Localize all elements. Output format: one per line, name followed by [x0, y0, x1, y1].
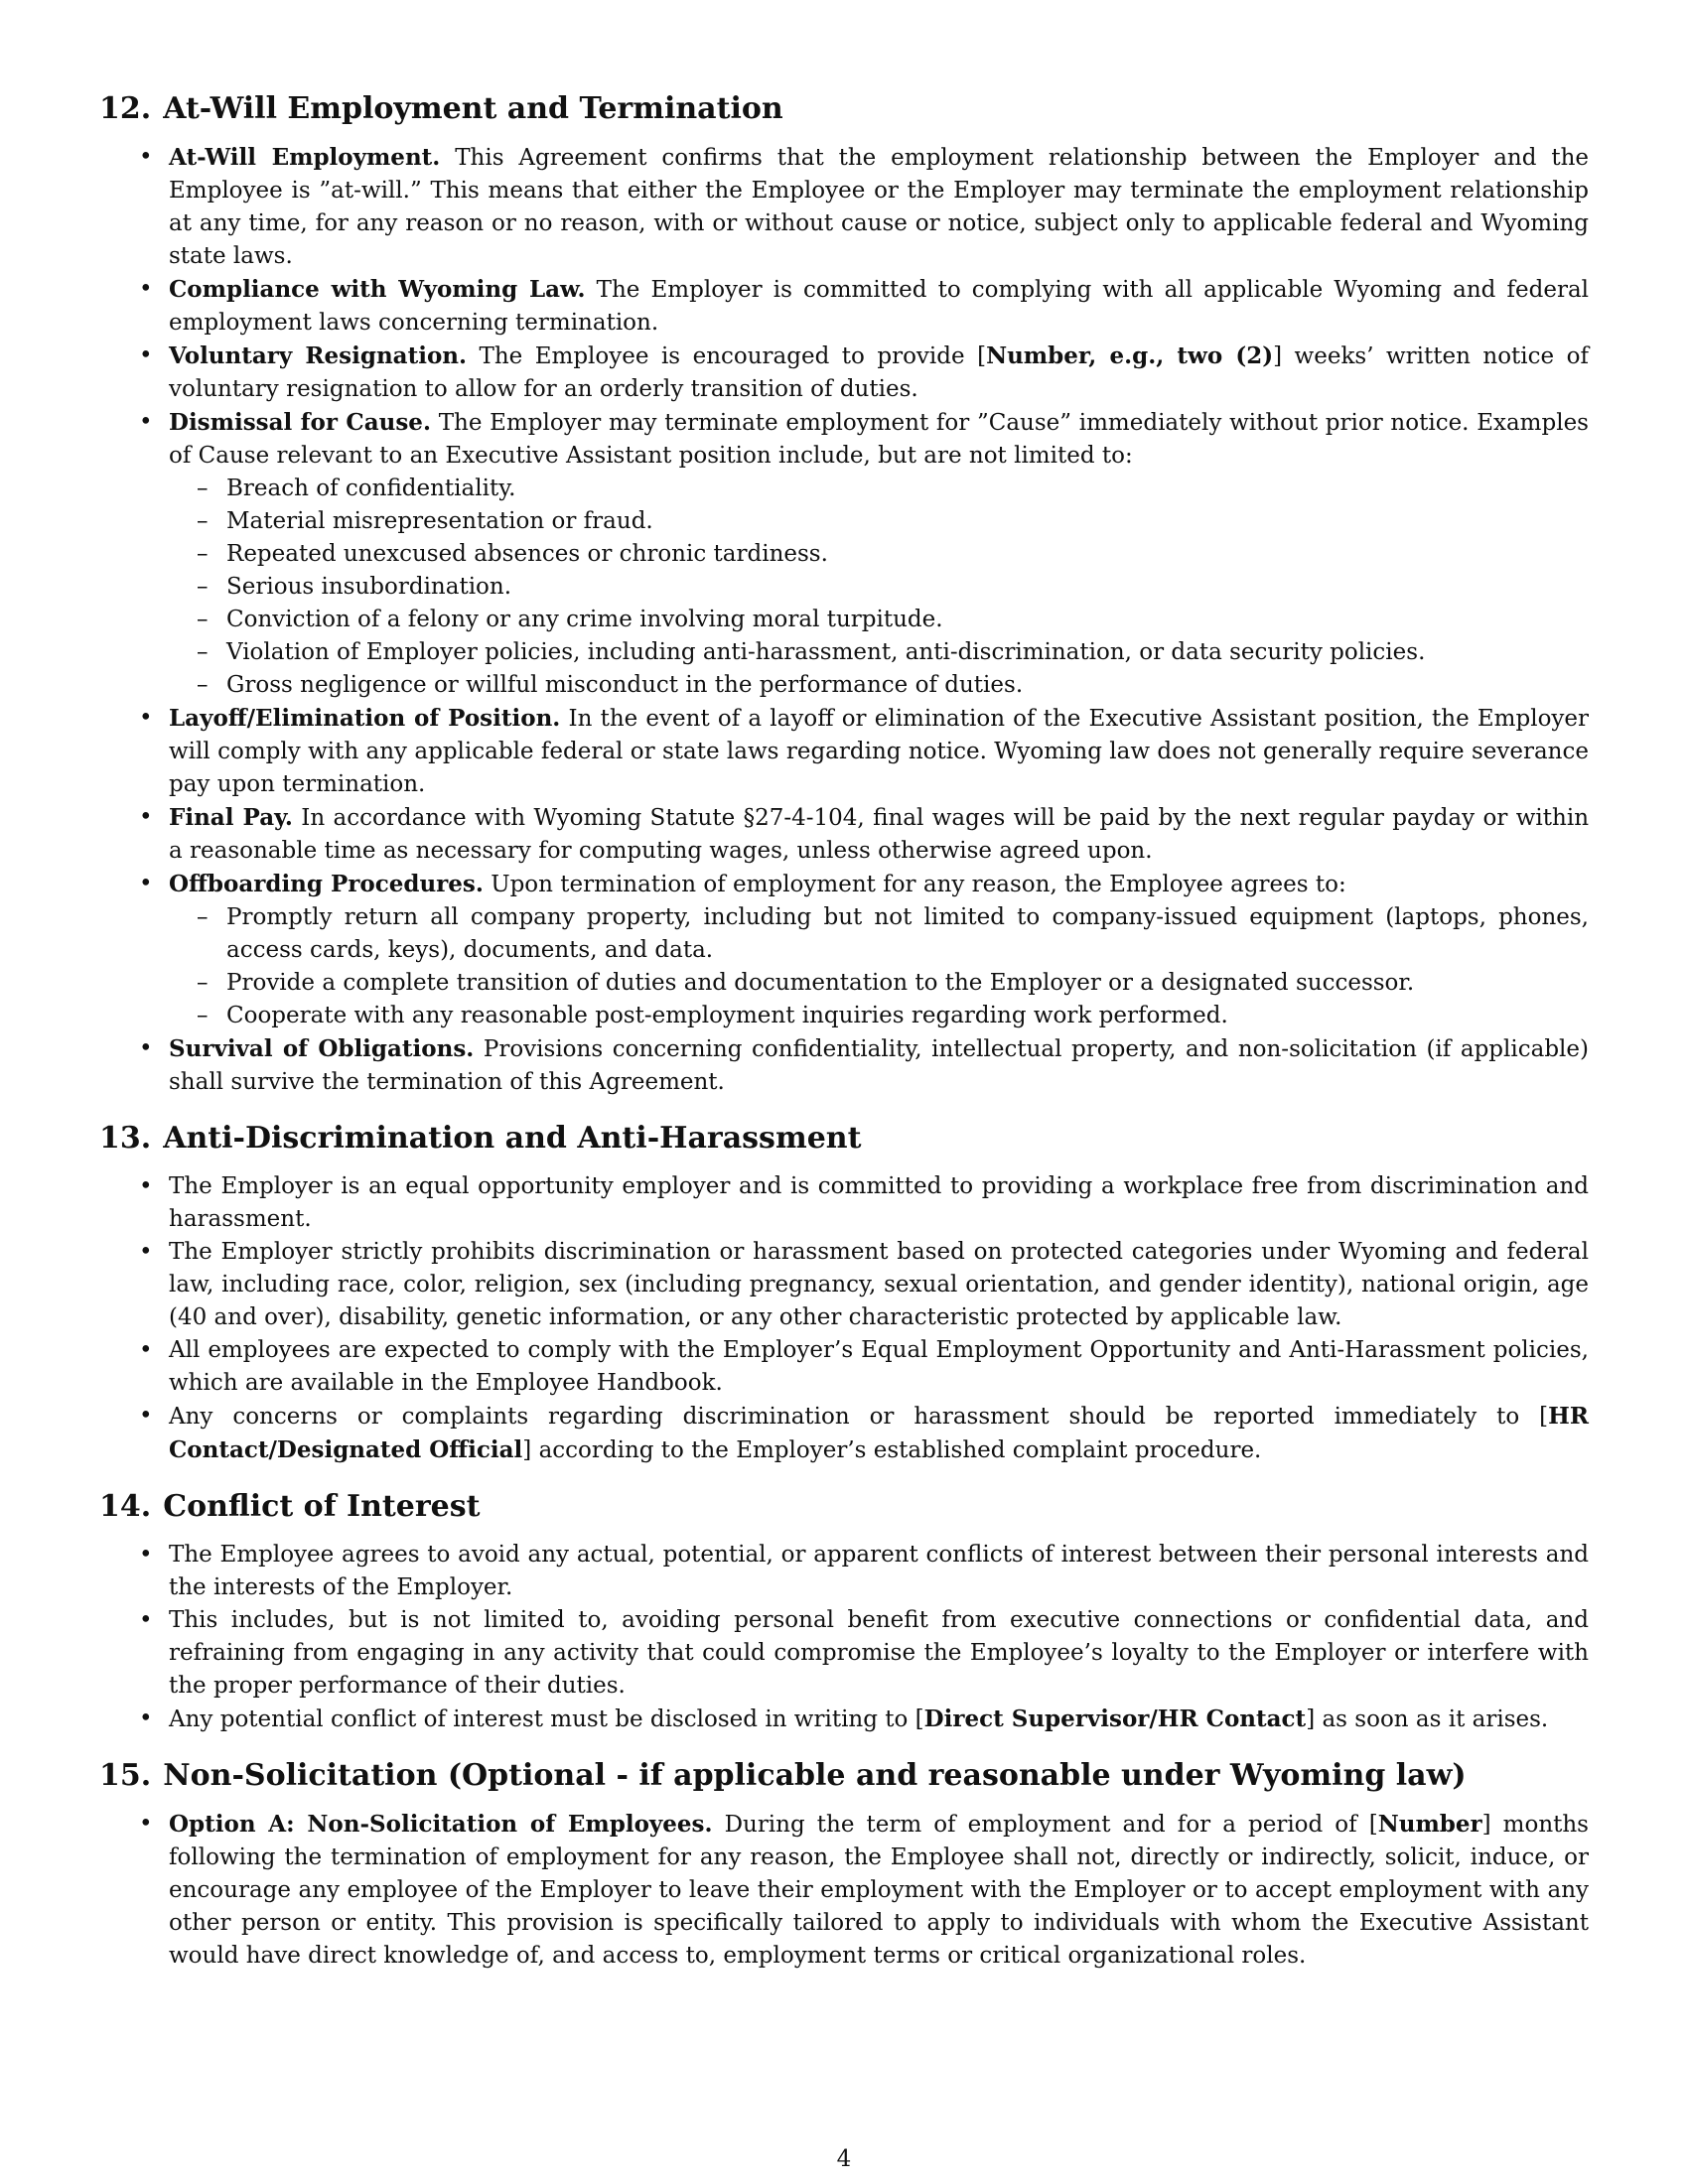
bullet-list	[99, 1170, 1589, 1467]
list-item: • The Employee agrees to avoid any actual, potential, or apparent conflicts of interest between their personal interests and the interests of the Employer.	[99, 1539, 1589, 1604]
bullet-list	[99, 1539, 1589, 1736]
section-heading: 14. Conflict of Interest	[99, 1489, 481, 1524]
section-13	[99, 1121, 1589, 1467]
list-item: • Voluntary Resignation. The Employee is encouraged to provide [Number, e.g., two (2)] weeks’ written notice of voluntary resignation to allow for an orderly transition of duties.	[99, 340, 1589, 406]
list-item: • At-Will Employment. This Agreement confirms that the employment relationship between the Employer and the Employee is ”at-will.” This means that either the Employee or the Employer may terminate the employment relationship at any time, for any reason or no reason, with or without cause or notice, subject only to applicable federal and Wyoming state laws.	[99, 141, 1589, 273]
section-15	[99, 1758, 1589, 1973]
document-page	[99, 91, 1589, 1994]
sub-list-item: – Violation of Employer policies, including anti-harassment, anti-discrimination, or data security policies.	[169, 636, 1589, 669]
list-item: • Survival of Obligations. Provisions concerning confidentiality, intellectual property, and non-solicitation (if applicable) shall survive the termination of this Agreement.	[99, 1032, 1589, 1099]
sub-list-item: – Serious insubordination.	[169, 571, 1589, 604]
sub-list-item: – Breach of confidentiality.	[169, 473, 1589, 505]
page-number: 4	[836, 2146, 852, 2172]
sub-list-item: – Conviction of a felony or any crime involving moral turpitude.	[169, 604, 1589, 636]
sub-list-item: – Provide a complete transition of duties and documentation to the Employer or a designated successor.	[169, 967, 1589, 1000]
section-heading: 12. At-Will Employment and Termination	[99, 91, 783, 126]
list-item: • This includes, but is not limited to, avoiding personal benefit from executive connections or confidential data, and refraining from engaging in any activity that could compromise the Employee’s loyalty to the Employer or interfere with the proper performance of their duties.	[99, 1604, 1589, 1703]
sub-list-item: – Material misrepresentation or fraud.	[169, 505, 1589, 538]
list-item: • Any potential conflict of interest must be disclosed in writing to [Direct Supervisor/HR Contact] as soon as it arises.	[99, 1703, 1589, 1736]
list-item: • Final Pay. In accordance with Wyoming Statute §27-4-104, final wages will be paid by the next regular payday or within a reasonable time as necessary for computing wages, unless otherwise agreed upon.	[99, 801, 1589, 868]
sub-list-item: – Repeated unexcused absences or chronic tardiness.	[169, 538, 1589, 571]
list-item: • Option A: Non-Solicitation of Employees. During the term of employment and for a period of [Number] months following the termination of employment for any reason, the Employee shall not, directly or indirectly, solicit, induce, or encourage any employee of the Employer to leave their employment with the Employer or to accept employment with any other person or entity. This provision is specifically tailored to apply to individuals with whom the Executive Assistant would have direct knowledge of, and access to, employment terms or critical organizational roles.	[99, 1808, 1589, 1973]
bullet-list	[99, 1808, 1589, 1973]
sub-list	[169, 901, 1589, 1032]
list-item: • The Employer is an equal opportunity employer and is committed to providing a workplace free from discrimination and harassment.	[99, 1170, 1589, 1236]
sub-list	[169, 473, 1589, 702]
section-14	[99, 1489, 1589, 1736]
list-item: • Dismissal for Cause. The Employer may terminate employment for ”Cause” immediately without prior notice. Examples of Cause relevant to an Executive Assistant position include, but are not limited to: – Breach of confidentiality. – Material misrepresentation or fraud. – Repeated unexcused absences or chronic tardiness. – Serious insubordination. – Conviction of a felony or any crime involving moral turpitude. – Violation of Employer policies, including anti-harassment, anti-discrimination, or data security policies. – Gross negligence or willful misconduct in the performance of duties.	[99, 406, 1589, 702]
section-12	[99, 91, 1589, 1099]
list-item: • Layoff/Elimination of Position. In the event of a layoff or elimination of the Executive Assistant position, the Employer will comply with any applicable federal or state laws regarding notice. Wyoming law does not generally require severance pay upon termination.	[99, 702, 1589, 801]
list-item: • Offboarding Procedures. Upon termination of employment for any reason, the Employee agrees to: – Promptly return all company property, including but not limited to company-issued equipment (laptops, phones, access cards, keys), documents, and data. – Provide a complete transition of duties and documentation to the Employer or a designated successor. – Cooperate with any reasonable post-employment inquiries regarding work performed.	[99, 868, 1589, 1032]
sub-list-item: – Gross negligence or willful misconduct in the performance of duties.	[169, 669, 1589, 702]
bullet-list	[99, 141, 1589, 1099]
sub-list-item: – Promptly return all company property, including but not limited to company-issued equipment (laptops, phones, access cards, keys), documents, and data.	[169, 901, 1589, 967]
section-heading: 13. Anti-Discrimination and Anti-Harassment	[99, 1121, 862, 1156]
list-item: • All employees are expected to comply with the Employer’s Equal Employment Opportunity and Anti-Harassment policies, which are available in the Employee Handbook.	[99, 1334, 1589, 1400]
list-item: • Compliance with Wyoming Law. The Employer is committed to complying with all applicable Wyoming and federal employment laws concerning termination.	[99, 273, 1589, 340]
list-item: • The Employer strictly prohibits discrimination or harassment based on protected categories under Wyoming and federal law, including race, color, religion, sex (including pregnancy, sexual orientation, and gender identity), national origin, age (40 and over), disability, genetic information, or any other characteristic protected by applicable law.	[99, 1236, 1589, 1334]
sub-list-item: – Cooperate with any reasonable post-employment inquiries regarding work performed.	[169, 1000, 1589, 1032]
section-heading: 15. Non-Solicitation (Optional - if applicable and reasonable under Wyoming law)	[99, 1758, 1467, 1793]
list-item: • Any concerns or complaints regarding discrimination or harassment should be reported immediately to [HR Contact/Designated Official] according to the Employer’s established complaint procedure.	[99, 1400, 1589, 1467]
